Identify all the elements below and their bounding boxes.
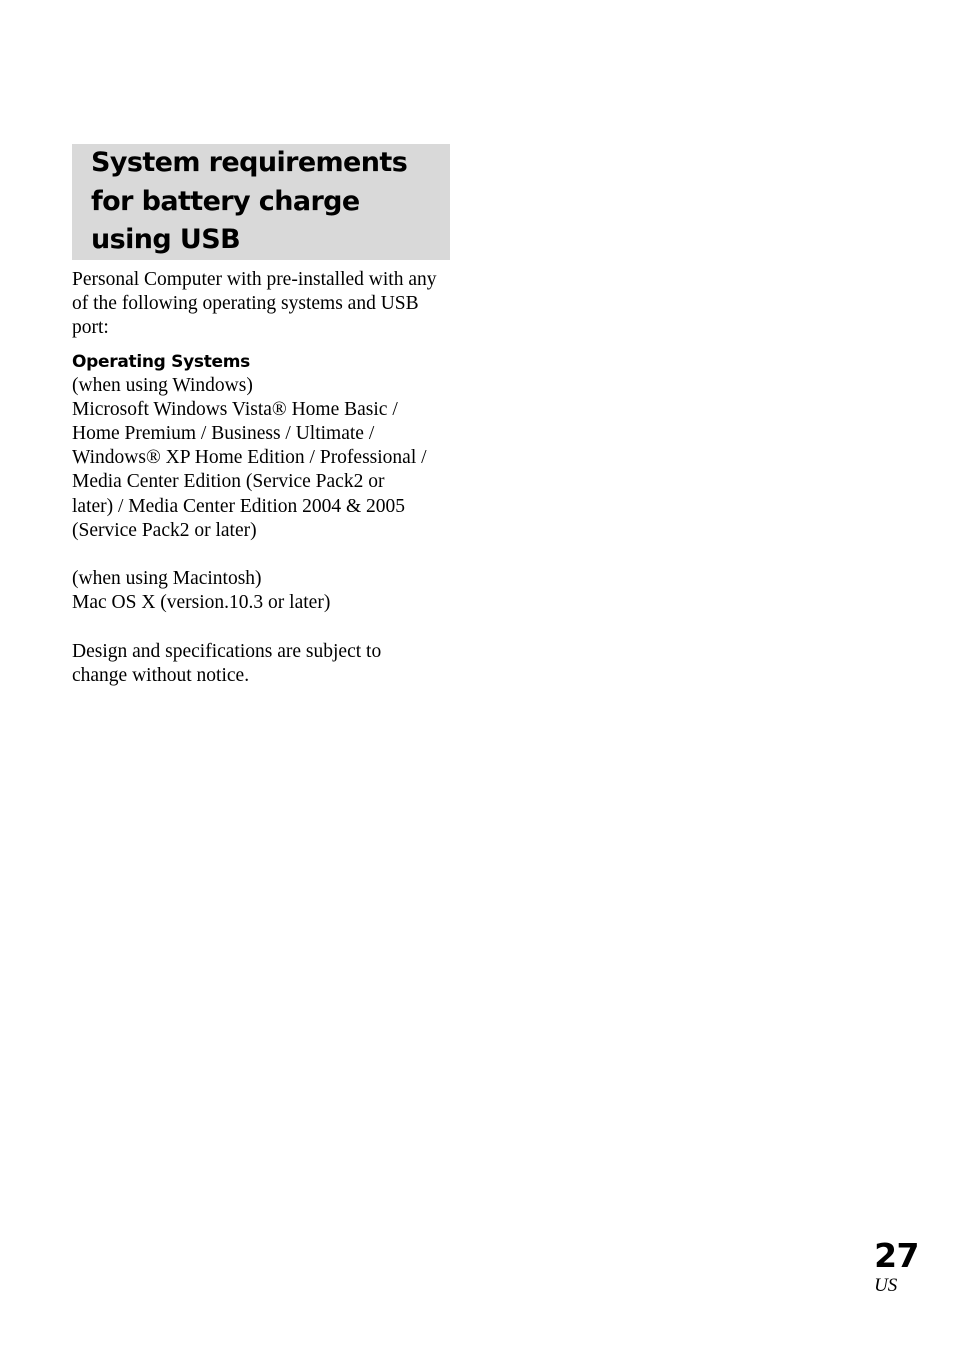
windows-condition: (when using Windows) xyxy=(72,374,253,396)
spacer xyxy=(72,543,457,567)
windows-line-2: Home Premium / Business / Ultimate / xyxy=(72,423,375,445)
windows-line-6: (Service Pack2 or later) xyxy=(72,519,257,541)
windows-line-3: Windows® XP Home Edition / Professional / xyxy=(72,447,427,469)
operating-systems-heading: Operating Systems xyxy=(72,351,250,372)
page-number: 27 xyxy=(874,1236,919,1275)
page-footer xyxy=(874,1236,919,1296)
windows-line-4: Media Center Edition (Service Pack2 or xyxy=(72,471,385,493)
section-title: System requirements for battery charge using USB xyxy=(91,147,408,255)
section-heading-box xyxy=(72,144,450,260)
intro-paragraph: Personal Computer with pre-installed with any of the following operating systems and USB port: xyxy=(72,269,437,339)
mac-requirement: Mac OS X (version.10.3 or later) xyxy=(72,592,331,614)
notice-paragraph: Design and specifications are subject to change without notice. xyxy=(72,640,382,687)
section-body xyxy=(72,268,457,688)
windows-line-5: later) / Media Center Edition 2004 & 2005 xyxy=(72,495,406,517)
spacer xyxy=(72,616,457,640)
region-code: US xyxy=(874,1275,898,1296)
windows-line-1: Microsoft Windows Vista® Home Basic / xyxy=(72,398,398,420)
mac-condition: (when using Macintosh) xyxy=(72,568,262,590)
